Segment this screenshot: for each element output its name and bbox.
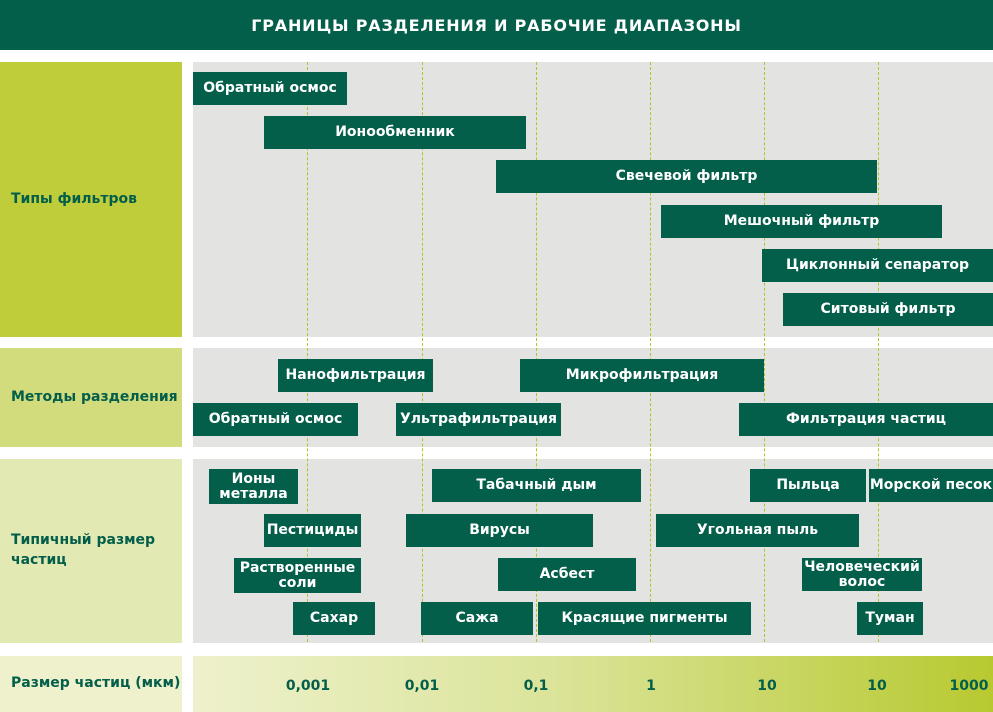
- tick-label: 1: [646, 678, 656, 694]
- bar-pollen: Пыльца: [750, 469, 866, 502]
- bar-reverse-osmosis-method: Обратный осмос: [193, 403, 358, 436]
- bar-coal-dust: Угольная пыль: [656, 514, 859, 547]
- bar-viruses: Вирусы: [406, 514, 593, 547]
- bar-ion-exchanger: Ионообменник: [264, 116, 526, 149]
- bar-microfiltration: Микрофильтрация: [520, 359, 764, 392]
- gridline-10: [764, 62, 765, 642]
- page-title: ГРАНИЦЫ РАЗДЕЛЕНИЯ И РАБОЧИЕ ДИАПАЗОНЫ: [0, 0, 993, 50]
- bar-metal-ions: Ионы металла: [209, 469, 298, 504]
- tick-label: 10: [867, 678, 887, 694]
- section-label-filter-types: Типы фильтров: [0, 62, 182, 337]
- section-label-scale: Размер частиц (мкм): [0, 656, 182, 712]
- bar-pesticides: Пестициды: [264, 514, 361, 547]
- section-label-typical-sizes: Типичный размер частиц: [0, 459, 182, 643]
- bar-screen-filter: Ситовый фильтр: [783, 293, 993, 326]
- bar-asbestos: Асбест: [498, 558, 636, 591]
- bar-nanofiltration: Нанофильтрация: [278, 359, 433, 392]
- tick-label: 0,001: [285, 678, 331, 694]
- bar-tobacco-smoke: Табачный дым: [432, 469, 641, 502]
- bar-cyclone-separator: Циклонный сепаратор: [762, 249, 993, 282]
- bar-sugar: Сахар: [293, 602, 375, 635]
- gridline-1: [650, 62, 651, 642]
- bar-human-hair: Человеческий волос: [802, 558, 922, 591]
- bar-sea-sand: Морской песок: [869, 469, 993, 502]
- bar-soot: Сажа: [421, 602, 533, 635]
- bar-ultrafiltration: Ультрафильтрация: [396, 403, 561, 436]
- tick-label: 0,1: [523, 678, 549, 694]
- tick-label: 0,01: [404, 678, 440, 694]
- bar-particle-filtration: Фильтрация частиц: [739, 403, 993, 436]
- section-label-separation-methods: Методы разделения: [0, 348, 182, 447]
- tick-label: 1000: [949, 678, 989, 694]
- bar-cartridge-filter: Свечевой фильтр: [496, 160, 877, 193]
- tick-label: 10: [757, 678, 777, 694]
- bar-reverse-osmosis-filter: Обратный осмос: [193, 72, 347, 105]
- bar-dye-pigments: Красящие пигменты: [538, 602, 751, 635]
- bar-fog: Туман: [857, 602, 923, 635]
- gridline-001: [422, 62, 423, 642]
- gridline-100: [878, 62, 879, 642]
- gridline-0001: [307, 62, 308, 642]
- gridline-01: [536, 62, 537, 642]
- bar-dissolved-salts: Растворенные соли: [234, 558, 361, 593]
- bar-bag-filter: Мешочный фильтр: [661, 205, 942, 238]
